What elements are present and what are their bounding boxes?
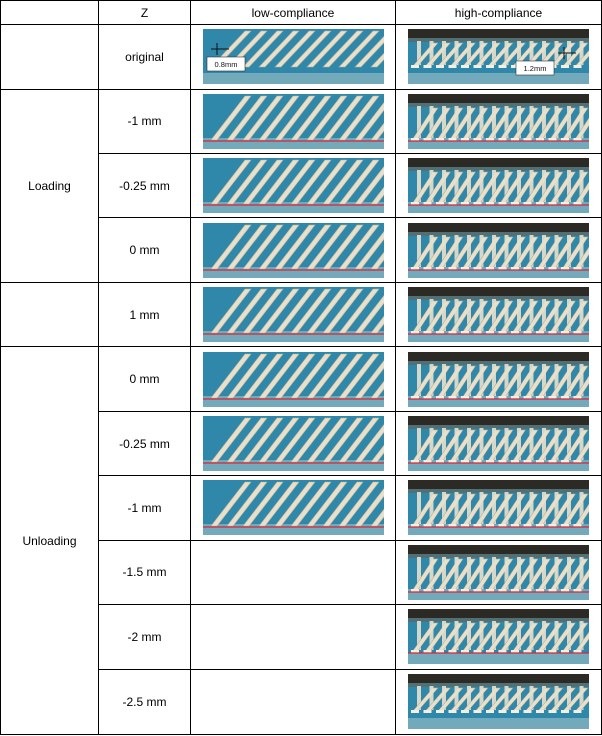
z-label: -1.5 mm bbox=[99, 540, 191, 604]
high-compliance-photo bbox=[408, 158, 589, 213]
low-compliance-photo bbox=[203, 287, 384, 342]
high-compliance-photo bbox=[408, 545, 589, 600]
row-loading-1 bbox=[1, 89, 602, 153]
z-label: -1 mm bbox=[99, 476, 191, 540]
high-compliance-photo bbox=[408, 674, 589, 729]
header-row bbox=[1, 1, 602, 25]
high-compliance-photo bbox=[408, 609, 589, 664]
scale-label-high: 1.2mm bbox=[523, 64, 547, 74]
group-empty bbox=[1, 282, 99, 346]
z-label: -0.25 mm bbox=[99, 411, 191, 475]
row-original bbox=[1, 25, 602, 89]
high-compliance-photo bbox=[408, 223, 589, 278]
z-label: original bbox=[99, 25, 191, 89]
header-z: Z bbox=[99, 1, 191, 25]
empty-cell bbox=[191, 605, 396, 669]
low-compliance-photo bbox=[203, 480, 384, 535]
row-peak bbox=[1, 282, 602, 346]
high-compliance-photo bbox=[408, 416, 589, 471]
z-label: 0 mm bbox=[99, 347, 191, 411]
header-low-compliance: low-compliance bbox=[191, 1, 396, 25]
low-compliance-photo bbox=[203, 352, 384, 407]
z-label: -2.5 mm bbox=[99, 669, 191, 734]
header-high-compliance: high-compliance bbox=[396, 1, 602, 25]
row-unloading-1 bbox=[1, 347, 602, 411]
high-compliance-photo bbox=[408, 287, 589, 342]
scale-label-low: 0.8mm bbox=[214, 60, 237, 70]
low-compliance-photo bbox=[203, 94, 384, 149]
z-label: -2 mm bbox=[99, 605, 191, 669]
z-label: -1 mm bbox=[99, 89, 191, 153]
group-unloading: Unloading bbox=[1, 347, 99, 735]
header-empty bbox=[1, 1, 99, 25]
group-empty bbox=[1, 25, 99, 89]
z-label: -0.25 mm bbox=[99, 154, 191, 218]
low-compliance-photo bbox=[203, 158, 384, 213]
low-compliance-photo bbox=[203, 416, 384, 471]
low-compliance-photo bbox=[203, 223, 384, 278]
group-loading: Loading bbox=[1, 89, 99, 282]
z-label: 0 mm bbox=[99, 218, 191, 282]
high-compliance-photo bbox=[408, 94, 589, 149]
high-compliance-photo bbox=[408, 29, 589, 84]
low-compliance-photo bbox=[203, 29, 384, 84]
z-label: 1 mm bbox=[99, 282, 191, 346]
high-compliance-photo bbox=[408, 480, 589, 535]
empty-cell bbox=[191, 540, 396, 604]
empty-cell bbox=[191, 669, 396, 734]
high-compliance-photo bbox=[408, 352, 589, 407]
